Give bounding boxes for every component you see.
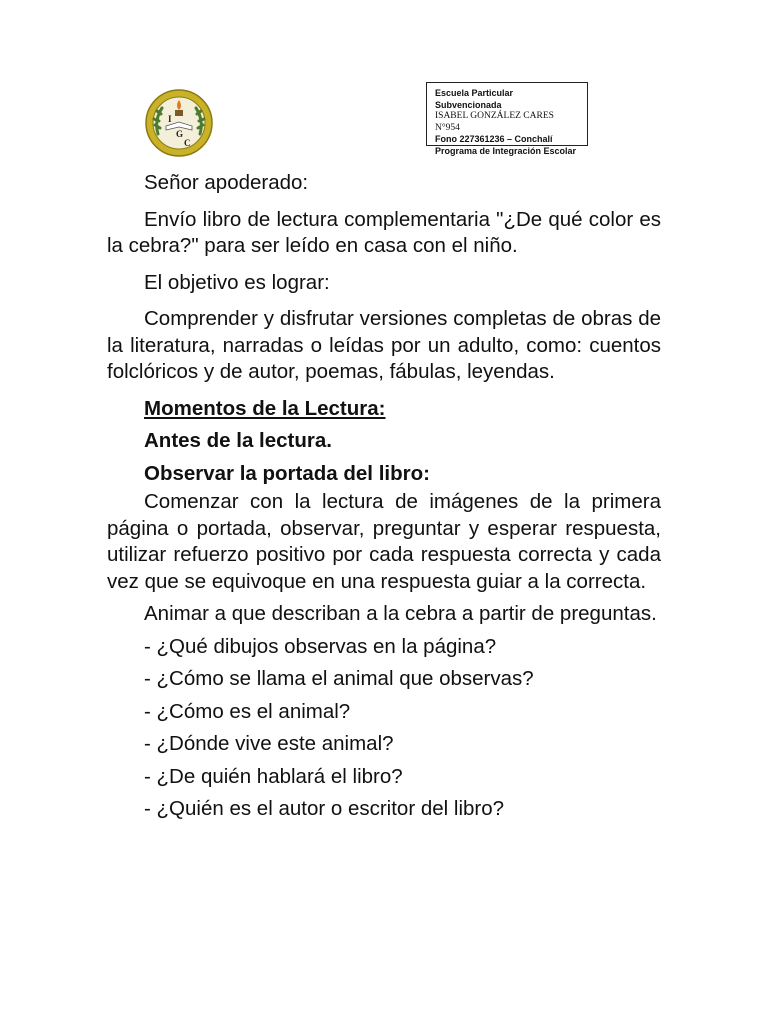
- subheading-cover: Observar la portada del libro:: [144, 461, 430, 485]
- instructions-paragraph: Comenzar con la lectura de imágenes de la primera página o portada, observar, preguntar y esperar respuesta, utilizar refuerzo positivo por cada respuesta correcta y cada vez que se equivoque en una respuesta guiar a la correcta.: [107, 490, 661, 593]
- greeting: Señor apoderado:: [144, 171, 309, 194]
- objective-label: El objetivo es lograr:: [144, 270, 330, 294]
- letter-body: [107, 170, 661, 823]
- logo-letter-c: C: [184, 138, 191, 148]
- intro-paragraph: Envío libro de lectura complementaria "¿De qué color es la cebra?" para ser leído en casa con el niño.: [107, 207, 661, 257]
- school-phone: Fono 227361236 – Conchalí: [435, 134, 553, 144]
- school-type: Escuela Particular Subvencionada: [435, 88, 514, 110]
- school-logo: [144, 88, 214, 158]
- school-info-box: [426, 82, 588, 156]
- section-heading: Momentos de la Lectura:: [144, 396, 386, 420]
- logo-letter-g: G: [176, 129, 184, 139]
- question-item: - ¿Qué dibujos observas en la página?: [144, 634, 497, 658]
- animate-paragraph: Animar a que describan a la cebra a partir de preguntas.: [144, 602, 657, 625]
- subheading-before-reading: Antes de la lectura.: [144, 429, 332, 452]
- logo-letter-i: I: [168, 114, 172, 124]
- school-program: Programa de Integración Escolar: [435, 145, 577, 156]
- question-item: - ¿Cómo es el animal?: [144, 699, 351, 723]
- question-item: - ¿Quién es el autor o escritor del libro?: [144, 797, 505, 820]
- school-name: ISABEL GONZÁLEZ CARES N°954: [435, 111, 554, 133]
- question-item: - ¿Dónde vive este animal?: [144, 732, 394, 755]
- objective-paragraph: Comprender y disfrutar versiones completas de obras de la literatura, narradas o leídas por un adulto, como: cuentos folclóricos y de autor, poemas, fábulas, leyendas.: [107, 307, 661, 383]
- question-item: - ¿Cómo se llama el animal que observas?: [144, 667, 534, 690]
- question-item: - ¿De quién hablará el libro?: [144, 764, 403, 788]
